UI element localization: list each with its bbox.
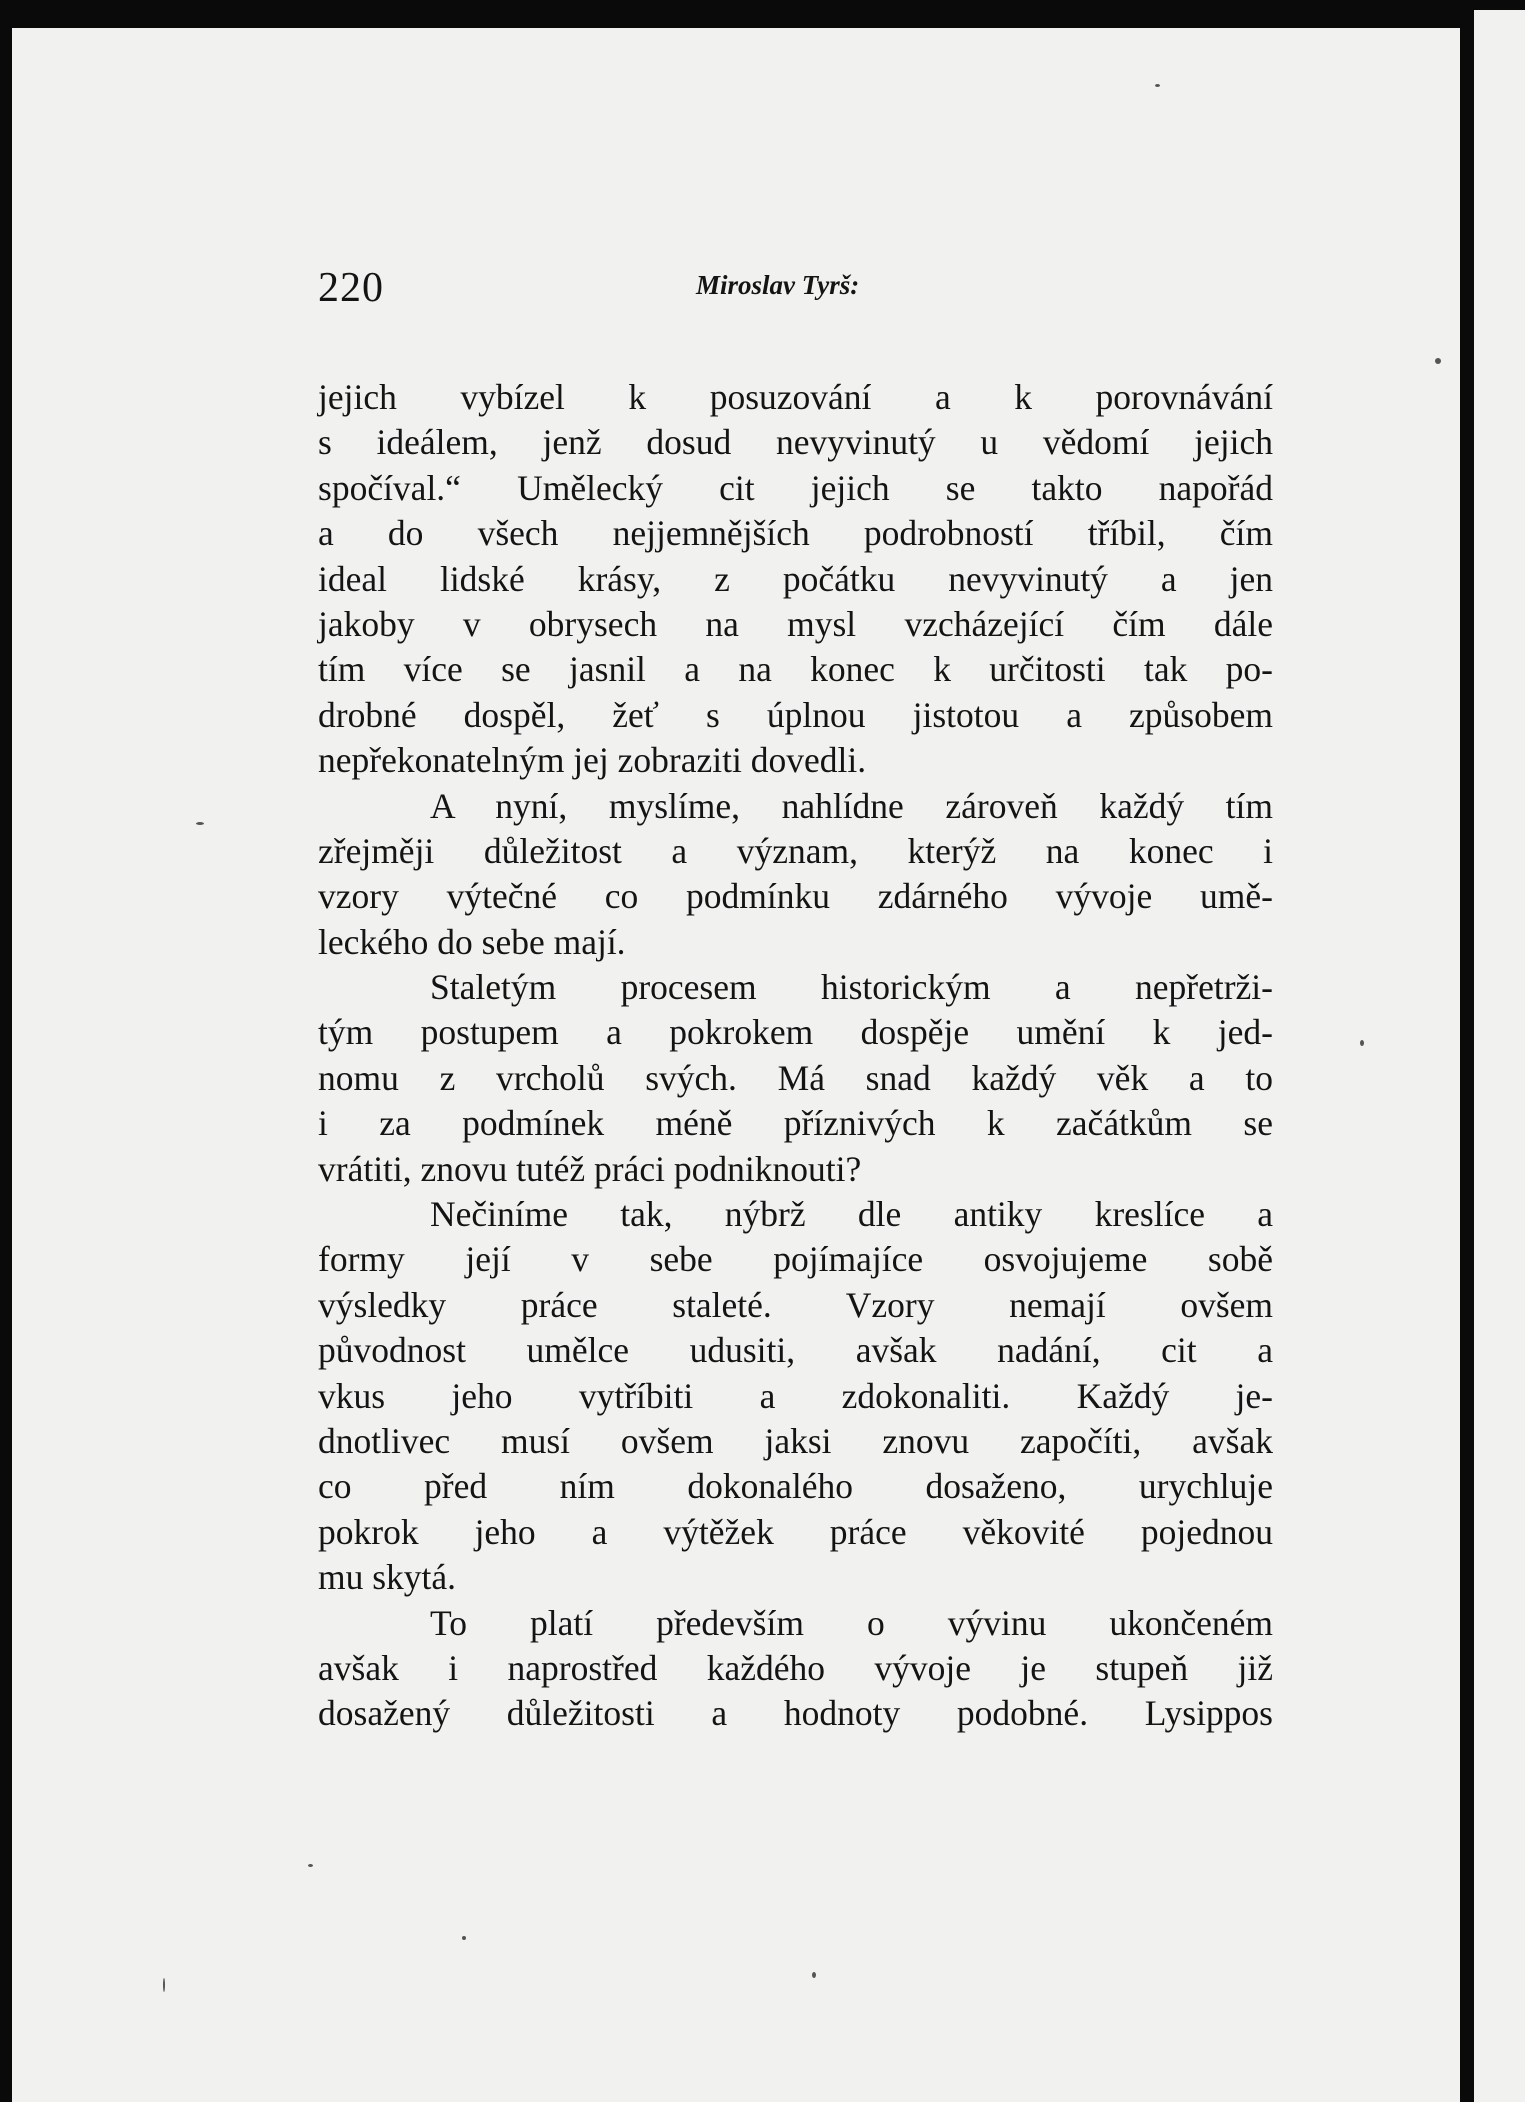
text-line: s ideálem, jenž dosud nevyvinutý u vědomí jejich [318, 422, 1273, 463]
scan-speck [812, 1972, 816, 1978]
text-line: zřejměji důležitost a význam, kterýž na konec i [318, 830, 1273, 871]
scan-speck [163, 1978, 165, 1992]
text-line: pokrok jeho a výtěžek práce věkovité pojednou [318, 1511, 1273, 1552]
text-line: co před ním dokonalého dosaženo, urychluje [318, 1466, 1273, 1507]
scan-speck [1155, 84, 1160, 87]
scan-speck [196, 822, 204, 825]
text-line: nepřekonatelným jej zobraziti dovedli. [318, 740, 867, 781]
text-line: původnost umělce udusiti, avšak nadání, cit a [318, 1330, 1273, 1371]
scan-speck [1360, 1040, 1364, 1046]
running-head-author: Miroslav Tyrš: [696, 270, 860, 300]
text-line: a do všech nejjemnějších podrobností tříbil, čím [318, 513, 1273, 554]
text-line: vzory výtečné co podmínku zdárného vývoje umě- [318, 876, 1273, 917]
text-line: nomu z vrcholů svých. Má snad každý věk a to [318, 1057, 1273, 1098]
text-line: drobné dospěl, žeť s úplnou jistotou a způsobem [318, 694, 1273, 735]
text-line: To platí především o vývinu ukončeném [430, 1602, 1273, 1643]
text-line: jakoby v obrysech na mysl vzcházející čím dále [318, 603, 1273, 644]
running-head [318, 258, 1278, 318]
text-line: ideal lidské krásy, z počátku nevyvinutý a jen [318, 558, 1273, 599]
text-line: spočíval.“ Umělecký cit jejich se takto napořád [318, 467, 1273, 508]
text-line: avšak i naprostřed každého vývoje je stupeň již [318, 1647, 1273, 1688]
text-line: dosažený důležitosti a hodnoty podobné. Lysippos [318, 1693, 1273, 1734]
scan-speck [462, 1936, 466, 1940]
page-number: 220 [318, 265, 384, 311]
scan-speck [308, 1864, 313, 1867]
text-line: A nyní, myslíme, nahlídne zároveň každý tím [430, 785, 1273, 826]
text-line: tím více se jasnil a na konec k určitosti tak po- [318, 649, 1273, 690]
next-page-edge [1474, 10, 1525, 2102]
text-line: i za podmínek méně příznivých k začátkům se [318, 1103, 1273, 1144]
text-line: mu skytá. [318, 1557, 457, 1598]
text-line: formy její v sebe pojímajíce osvojujeme sobě [318, 1239, 1273, 1280]
body-text [318, 375, 1273, 1737]
text-line: tým postupem a pokrokem dospěje umění k jed- [318, 1012, 1273, 1053]
text-line: Staletým procesem historickým a nepřetrži- [430, 967, 1273, 1008]
text-line: Nečiníme tak, nýbrž dle antiky kreslíce a [430, 1194, 1273, 1235]
text-line: vkus jeho vytříbiti a zdokonaliti. Každý je- [318, 1375, 1273, 1416]
text-line: výsledky práce staleté. Vzory nemají ovšem [318, 1284, 1273, 1325]
text-line: leckého do sebe mají. [318, 921, 626, 962]
text-line: dnotlivec musí ovšem jaksi znovu započíti, avšak [318, 1420, 1273, 1461]
scan-speck [1435, 358, 1441, 364]
text-line: vrátiti, znovu tutéž práci podniknouti? [318, 1148, 862, 1189]
text-line: jejich vybízel k posuzování a k porovnávání [318, 377, 1273, 417]
